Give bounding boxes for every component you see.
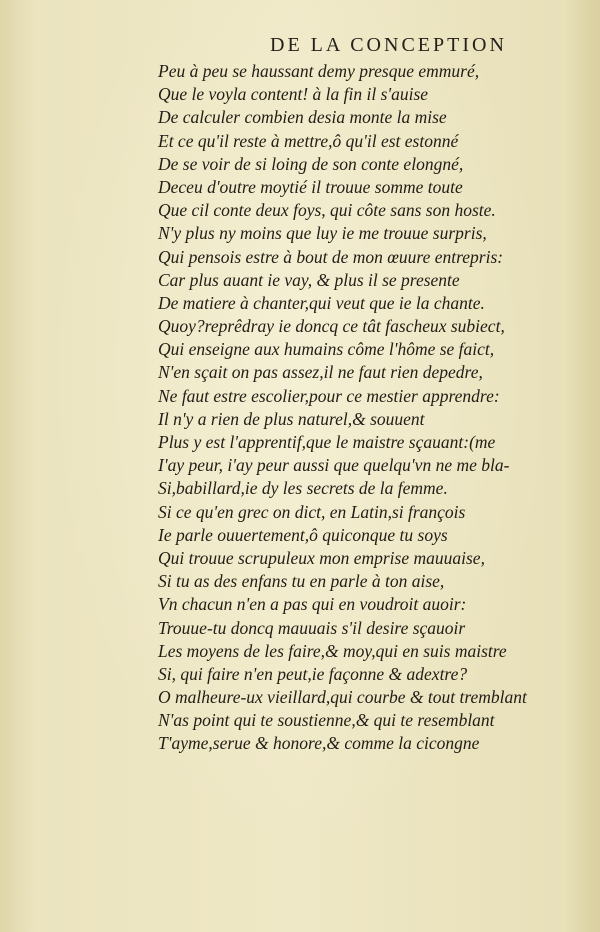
verse-line: Trouue-tu doncq mauuais s'il desire sçauoir [158, 617, 466, 638]
running-title: DE LA CONCEPTION [270, 34, 507, 56]
verse-line: De calculer combien desia monte la mise [158, 107, 447, 128]
verse-line: Ie parle ouuertement,ô quiconque tu soys [158, 524, 448, 545]
verse-line: De matiere à chanter,qui veut que ie la chante. [158, 292, 485, 313]
verse-line: N'as point qui te soustienne,& qui te resemblant [158, 710, 495, 731]
verse-line: Ne faut estre escolier,pour ce mestier apprendre: [158, 385, 500, 406]
verse-line: Qui enseigne aux humains côme l'hôme se faict, [158, 339, 495, 360]
verse-line: O malheure-ux vieillard,qui courbe & tout tremblant [158, 687, 527, 708]
verse-line: Les moyens de les faire,& moy,qui en suis maistre [158, 640, 507, 661]
verse-line: I'ay peur, i'ay peur aussi que quelqu'vn ne me bla- [158, 455, 510, 476]
verse-line: Et ce qu'il reste à mettre,ô qu'il est estonné [158, 130, 459, 151]
verse-line: Il n'y a rien de plus naturel,& souuent [158, 408, 425, 429]
verse-line: T'ayme,serue & honore,& comme la cicongne [158, 733, 480, 754]
verse-line: N'en sçait on pas assez,il ne faut rien depedre, [158, 362, 483, 383]
verse-line: Car plus auant ie vay, & plus il se presente [158, 269, 460, 290]
verse-line: Vn chacun n'en a pas qui en voudroit auoir: [158, 594, 467, 615]
verse-line: Si tu as des enfans tu en parle à ton aise, [158, 571, 445, 592]
verse-line: Qui pensois estre à bout de mon œuure entrepris: [158, 246, 504, 267]
verse-line: Peu à peu se haussant demy presque emmuré, [158, 61, 480, 81]
verse-line: Si ce qu'en grec on dict, en Latin,si françois [158, 501, 466, 522]
verse-line: Plus y est l'apprentif,que le maistre sçauant:(me [158, 432, 496, 452]
verse-line: Quoy?reprêdray ie doncq ce tât fascheux subiect, [158, 316, 505, 337]
verse-line: N'y plus ny moins que luy ie me trouue surpris, [158, 223, 487, 244]
verse-line: Que cil conte deux foys, qui côte sans son hoste. [158, 200, 496, 221]
verse-line: Deceu d'outre moytié il trouue somme toute [158, 176, 463, 197]
verse-line: De se voir de si loing de son conte elongné, [158, 153, 464, 174]
verse-line: Que le voyla content! à la fin il s'auise [158, 84, 429, 105]
verse-line: Qui trouue scrupuleux mon emprise mauuaise, [158, 547, 485, 568]
verse-text [158, 60, 578, 756]
verse-line: Si, qui faire n'en peut,ie façonne & adextre? [158, 663, 468, 684]
verse-line: Si,babillard,ie dy les secrets de la femme. [158, 478, 448, 499]
